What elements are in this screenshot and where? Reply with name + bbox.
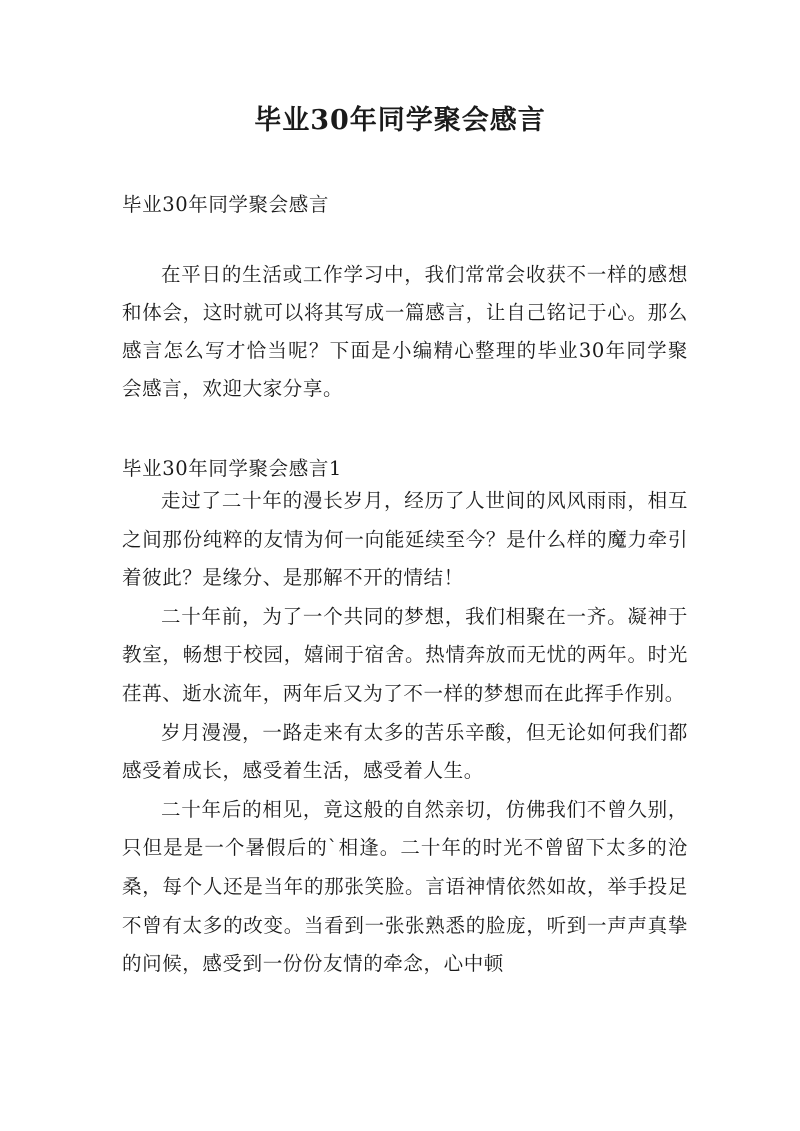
section-body (122, 482, 688, 984)
document-title: 毕业30年同学聚会感言 (254, 105, 546, 136)
intro-paragraph: 在平日的生活或工作学习中，我们常常会收获不一样的感想和体会，这时就可以将其写成一篇感言，让自己铭记于心。那么感言怎么写才恰当呢？下面是小编精心整理的毕业30年同学聚会感言，欢迎大家分享。 (122, 263, 688, 400)
document-subtitle: 毕业30年同学聚会感言 (122, 193, 329, 216)
section-paragraph: 岁月漫漫，一路走来有太多的苦乐辛酸，但无论如何我们都感受着成长，感受着生活，感受着人生。 (122, 720, 688, 783)
section-paragraph: 二十年前，为了一个共同的梦想，我们相聚在一齐。凝神于教室，畅想于校园，嬉闹于宿舍。热情奔放而无忧的两年。时光荏苒、逝水流年，两年后又为了不一样的梦想而在此挥手作别。 (122, 604, 688, 705)
section-heading: 毕业30年同学聚会感言1 (122, 457, 342, 480)
section-paragraph: 走过了二十年的漫长岁月，经历了人世间的风风雨雨，相互之间那份纯粹的友情为何一向能延续至今？是什么样的魔力牵引着彼此？是缘分、是那解不开的情结！ (122, 489, 688, 590)
section-paragraph: 二十年后的相见，竟这般的自然亲切，仿佛我们不曾久别，只但是是一个暑假后的`相逢。二十年的时光不曾留下太多的沧桑，每个人还是当年的那张笑脸。言语神情依然如故，举手投足不曾有太多的改变。当看到一张张熟悉的脸庞，听到一声声真挚的问候，感受到一份份友情的牵念，心中顿 (122, 797, 688, 976)
